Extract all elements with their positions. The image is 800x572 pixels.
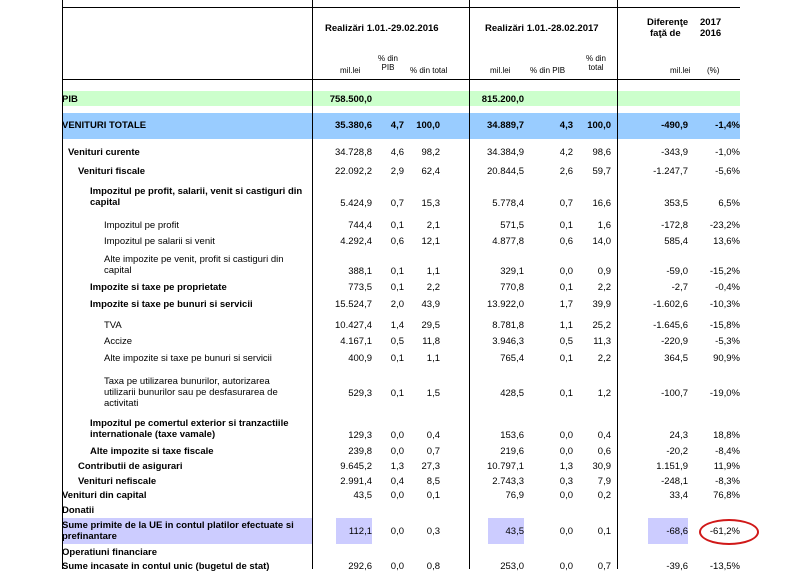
cell-v1: 292,6 [348, 561, 372, 572]
cell-p2: 0,0 [559, 561, 573, 572]
row-label: Impozite si taxe pe bunuri si servicii [90, 299, 253, 310]
cell-t1: 43,9 [421, 299, 440, 310]
row-label: Alte impozite si taxe pe bunuri si servicii [104, 353, 272, 364]
cell-t1: 0,4 [426, 430, 440, 441]
cell-pct: 11,9% [713, 461, 740, 472]
cell-p1: 0,0 [390, 430, 404, 441]
cell-t2: 16,6 [592, 198, 611, 209]
cell-pct: 76,8% [713, 490, 740, 501]
cell-t2: 0,1 [597, 526, 611, 537]
cell-v1: 112,1 [348, 526, 372, 537]
cell-pct: -15,8% [709, 320, 740, 331]
row-label: Venituri curente [68, 147, 140, 158]
cell-d: 353,5 [664, 198, 688, 209]
cell-p2: 0,1 [559, 388, 573, 399]
cell-p2: 2,6 [559, 166, 573, 177]
cell-t1: 100,0 [416, 120, 440, 131]
cell-v1: 9.645,2 [340, 461, 372, 472]
cell-v2: 8.781,8 [492, 320, 524, 331]
cell-t1: 0,1 [426, 490, 440, 501]
cell-p2: 0,0 [559, 446, 573, 457]
cell-pct: -8,4% [715, 446, 740, 457]
cell-pct: 18,8% [713, 430, 740, 441]
cell-pct: -5,3% [715, 336, 740, 347]
cell-d: 364,5 [664, 353, 688, 364]
period1-header: Realizări 1.01.-29.02.2016 [325, 23, 439, 34]
cell-t1: 98,2 [421, 147, 440, 158]
cell-v1: 400,9 [348, 353, 372, 364]
cell-t2: 1,2 [597, 388, 611, 399]
cell-p2: 0,7 [559, 198, 573, 209]
cell-t1: 0,3 [426, 526, 440, 537]
row-label: Sume incasate in contul unic (bugetul de stat) [62, 561, 270, 572]
cell-p2: 0,0 [559, 490, 573, 501]
cell-d: -59,0 [666, 266, 688, 277]
cell-v1: 34.728,8 [335, 147, 372, 158]
cell-t1: 15,3 [421, 198, 440, 209]
cell-v1: 388,1 [348, 266, 372, 277]
cell-pct: -23,2% [709, 220, 740, 231]
cell-pct: 90,9% [713, 353, 740, 364]
cell-t1: 0,8 [426, 561, 440, 572]
col-sep-1 [312, 0, 313, 569]
cell-p1: 2,0 [390, 299, 404, 310]
row-label: Venituri fiscale [78, 166, 146, 177]
cell-v1: 129,3 [348, 430, 372, 441]
cell-p2: 0,6 [559, 236, 573, 247]
cell-t2: 0,9 [597, 266, 611, 277]
cell-p1: 0,1 [390, 353, 404, 364]
cell-v1: 529,3 [348, 388, 372, 399]
cell-t1: 29,5 [421, 320, 440, 331]
cell-d: 1.151,9 [656, 461, 688, 472]
row-label: Contributii de asigurari [78, 461, 183, 472]
cell-v2: 3.946,3 [492, 336, 524, 347]
pct-pib-2: % din PIB [530, 66, 566, 75]
cell-p2: 0,5 [559, 336, 573, 347]
cell-t2: 11,3 [593, 336, 611, 347]
cell-d: -343,9 [661, 147, 688, 158]
col-sep-3 [617, 0, 618, 569]
cell-p2: 0,1 [559, 282, 573, 293]
row-label: Venituri din capital [62, 490, 147, 501]
cell-pct: -5,6% [715, 166, 740, 177]
cell-v1: 15.524,7 [335, 299, 372, 310]
cell-p2: 0,0 [559, 430, 573, 441]
cell-v1: 43,5 [353, 490, 372, 501]
cell-t2: 25,2 [592, 320, 611, 331]
cell-v1: 744,4 [348, 220, 372, 231]
cell-v2: 329,1 [500, 266, 524, 277]
row-label: Operatiuni financiare [62, 547, 158, 558]
row-label: TVA [104, 320, 122, 331]
cell-p1: 0,1 [390, 282, 404, 293]
row-label: Impozitul pe salarii si venit [104, 236, 215, 247]
cell-v1: 35.380,6 [335, 120, 372, 131]
mil-lei-1: mil.lei [340, 66, 361, 75]
cell-t2: 0,6 [597, 446, 611, 457]
cell-p1: 0,0 [390, 561, 404, 572]
cell-pct: -8,3% [715, 476, 740, 487]
cell-v2: 219,6 [500, 446, 524, 457]
row-label: Alte impozite pe venit, profit si castiguri din capital [104, 254, 284, 276]
cell-p1: 0,7 [390, 198, 404, 209]
cell-p2: 0,0 [559, 526, 573, 537]
cell-p2: 0,1 [559, 220, 573, 231]
cell-t2: 39,9 [592, 299, 611, 310]
year1-header: 2017 [700, 17, 722, 28]
cell-d: -1.247,7 [653, 166, 688, 177]
diff-header-line1: Diferenţe [647, 17, 689, 28]
cell-d: -68,6 [666, 526, 688, 537]
cell-p1: 0,1 [390, 220, 404, 231]
cell-v2: 2.743,3 [492, 476, 524, 487]
cell-v2: 10.797,1 [487, 461, 524, 472]
pct-unit: (%) [707, 66, 720, 75]
cell-t2: 2,2 [597, 282, 611, 293]
cell-t1: 2,1 [426, 220, 440, 231]
header-rule [62, 79, 740, 80]
cell-t1: 2,2 [426, 282, 440, 293]
cell-d: 585,4 [664, 236, 688, 247]
cell-d: -1.602,6 [653, 299, 688, 310]
cell-d: 33,4 [669, 490, 688, 501]
cell-pct: -0,4% [715, 282, 740, 293]
cell-pct: -19,0% [709, 388, 740, 399]
cell-d: -1.645,6 [653, 320, 688, 331]
row-label: Impozitul pe comertul exterior si tranzactiile internationale (taxe vamale) [90, 418, 289, 440]
cell-v2: 43,5 [505, 526, 524, 537]
cell-d: -172,8 [661, 220, 688, 231]
cell-t2: 30,9 [592, 461, 611, 472]
col-sep-2 [469, 0, 470, 569]
row-label: Sume primite de la UE in contul platilor efectuate si prefinantare [62, 520, 294, 542]
row-label: PIB [62, 94, 78, 105]
mil-lei-3: mil.lei [670, 66, 691, 75]
cell-t2: 1,6 [597, 220, 611, 231]
cell-v2: 13.922,0 [487, 299, 524, 310]
cell-v1: 22.092,2 [335, 166, 372, 177]
cell-t2: 0,4 [597, 430, 611, 441]
cell-v2: 5.778,4 [492, 198, 524, 209]
cell-t1: 1,1 [426, 266, 440, 277]
cell-d: -220,9 [661, 336, 688, 347]
row-label: Impozite si taxe pe proprietate [90, 282, 227, 293]
cell-v1: 758.500,0 [329, 94, 372, 105]
period2-header: Realizări 1.01.-28.02.2017 [485, 23, 599, 34]
row-label: Alte impozite si taxe fiscale [90, 446, 214, 457]
cell-p1: 0,4 [390, 476, 404, 487]
cell-d: -248,1 [661, 476, 688, 487]
cell-v2: 571,5 [500, 220, 524, 231]
table-left-border [62, 0, 63, 569]
cell-d: 24,3 [669, 430, 688, 441]
cell-pct: -61,2% [709, 526, 740, 537]
cell-d: -490,9 [661, 120, 688, 131]
cell-d: -2,7 [671, 282, 688, 293]
cell-pct: -1,4% [715, 120, 740, 131]
cell-pct: -15,2% [709, 266, 740, 277]
highlight-oval [699, 519, 759, 545]
cell-p1: 4,6 [390, 147, 404, 158]
cell-v1: 2.991,4 [340, 476, 372, 487]
row-label: Venituri nefiscale [78, 476, 157, 487]
cell-v2: 770,8 [500, 282, 524, 293]
cell-p2: 0,1 [559, 353, 573, 364]
row-label: Impozitul pe profit, salarii, venit si castiguri din capital [90, 186, 303, 208]
cell-p1: 0,5 [390, 336, 404, 347]
cell-p1: 1,4 [390, 320, 404, 331]
cell-p2: 1,1 [559, 320, 573, 331]
diff-header-line2: faţă de [650, 28, 681, 39]
cell-v1: 10.427,4 [335, 320, 372, 331]
cell-p2: 0,3 [559, 476, 573, 487]
cell-d: -39,6 [666, 561, 688, 572]
cell-p1: 4,7 [390, 120, 404, 131]
cell-v2: 153,6 [500, 430, 524, 441]
cell-pct: -1,0% [715, 147, 740, 158]
cell-v1: 4.167,1 [340, 336, 372, 347]
cell-t2: 0,7 [597, 561, 611, 572]
cell-t2: 2,2 [597, 353, 611, 364]
pct-pib-1: % din PIB [377, 54, 398, 72]
cell-t2: 100,0 [587, 120, 611, 131]
cell-p1: 0,0 [390, 526, 404, 537]
row-label: VENITURI TOTALE [62, 120, 147, 131]
cell-p2: 0,0 [559, 266, 573, 277]
cell-v2: 428,5 [500, 388, 524, 399]
cell-t1: 11,8 [422, 336, 440, 347]
cell-t1: 8,5 [426, 476, 440, 487]
cell-p1: 0,6 [390, 236, 404, 247]
cell-pct: 13,6% [713, 236, 740, 247]
cell-v2: 4.877,8 [492, 236, 524, 247]
cell-pct: -10,3% [709, 299, 740, 310]
cell-pct: 6,5% [718, 198, 740, 209]
cell-v1: 773,5 [348, 282, 372, 293]
cell-p2: 4,2 [559, 147, 573, 158]
cell-v1: 5.424,9 [340, 198, 372, 209]
cell-pct: -13,5% [709, 561, 740, 572]
cell-v1: 4.292,4 [340, 236, 372, 247]
cell-p2: 4,3 [559, 120, 573, 131]
cell-d: -100,7 [661, 388, 688, 399]
row-label: Donatii [62, 505, 95, 516]
cell-v2: 815.200,0 [481, 94, 524, 105]
cell-t2: 14,0 [592, 236, 611, 247]
cell-t1: 27,3 [421, 461, 440, 472]
cell-p2: 1,3 [559, 461, 573, 472]
cell-v2: 34.384,9 [487, 147, 524, 158]
top-rule [62, 7, 740, 8]
cell-p1: 0,1 [390, 388, 404, 399]
cell-t2: 0,2 [597, 490, 611, 501]
row-label: Accize [104, 336, 132, 347]
cell-d: -20,2 [666, 446, 688, 457]
cell-p2: 1,7 [559, 299, 573, 310]
cell-v2: 765,4 [500, 353, 524, 364]
cell-t2: 7,9 [597, 476, 611, 487]
cell-t1: 62,4 [421, 166, 440, 177]
mil-lei-2: mil.lei [490, 66, 511, 75]
cell-v2: 253,0 [500, 561, 524, 572]
cell-p1: 0,0 [390, 446, 404, 457]
cell-t1: 1,1 [426, 353, 440, 364]
row-label: Impozitul pe profit [104, 220, 179, 231]
cell-v1: 239,8 [348, 446, 372, 457]
cell-p1: 0,0 [390, 490, 404, 501]
year2-header: 2016 [700, 28, 722, 39]
cell-p1: 1,3 [390, 461, 404, 472]
cell-p1: 0,1 [390, 266, 404, 277]
cell-v2: 34.889,7 [487, 120, 524, 131]
cell-v2: 20.844,5 [487, 166, 524, 177]
cell-t1: 1,5 [426, 388, 440, 399]
cell-t1: 12,1 [421, 236, 440, 247]
cell-v2: 76,9 [505, 490, 524, 501]
pct-total-1: % din total [410, 66, 448, 75]
cell-t2: 59,7 [592, 166, 611, 177]
row-label: Taxa pe utilizarea bunurilor, autorizarea utilizarii bunurilor sau pe desfasurarea de activitati [104, 376, 278, 409]
pct-total-2: % din total [585, 54, 606, 72]
cell-t2: 98,6 [592, 147, 611, 158]
cell-t1: 0,7 [426, 446, 440, 457]
cell-p1: 2,9 [390, 166, 404, 177]
